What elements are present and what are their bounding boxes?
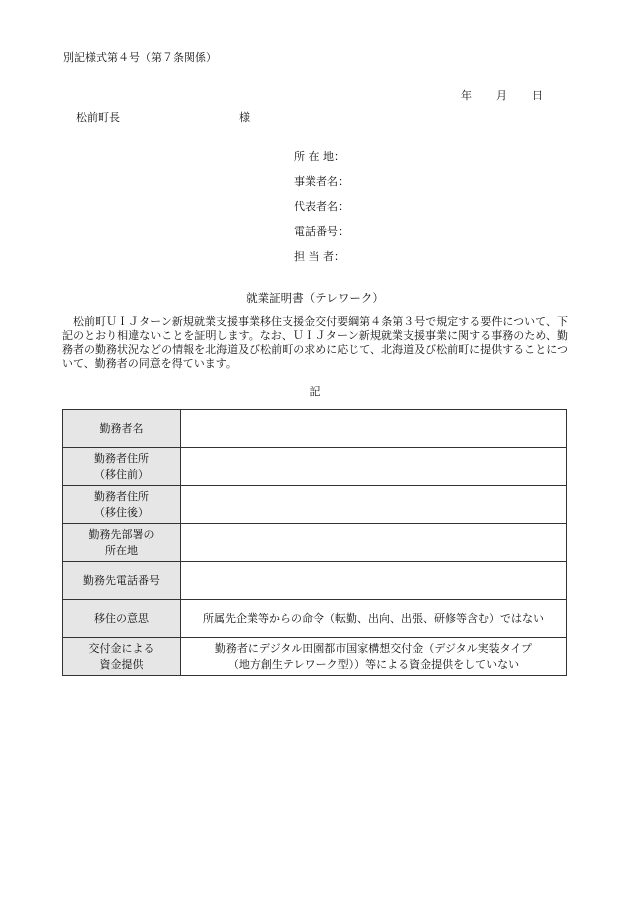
- applicant-business-label: 事業者名：: [294, 175, 349, 188]
- applicant-business: [294, 173, 348, 189]
- row-value[interactable]: [181, 524, 567, 562]
- applicant-contact: [294, 248, 348, 264]
- table-row: [63, 562, 567, 600]
- row-label-line1: 勤務者住所: [94, 451, 149, 465]
- applicant-phone: [294, 223, 348, 239]
- ki-label: 記: [309, 385, 321, 398]
- table-row: [63, 486, 567, 524]
- table-row: [63, 524, 567, 562]
- row-value: [181, 600, 567, 638]
- row-label-line1: 勤務先電話番号: [83, 573, 160, 587]
- applicant-representative-label: 代表者名：: [294, 200, 349, 213]
- applicant-contact-label: 担 当 者：: [294, 250, 345, 263]
- table-row: [63, 600, 567, 638]
- document-title: 就業証明書（テレワーク）: [246, 291, 384, 305]
- row-label-line1: 勤務者住所: [94, 489, 149, 503]
- row-label-line2: （移住前）: [94, 467, 149, 481]
- row-value[interactable]: [181, 562, 567, 600]
- row-label: [63, 448, 181, 486]
- recipient: 松前町長: [76, 111, 120, 124]
- table-row: [63, 410, 567, 448]
- honorific: 様: [239, 111, 250, 124]
- document-body: 松前町ＵＩＪターン新規就業支援事業移住支援金交付要綱第４条第３号で規定する要件について、下記のとおり相違ないことを証明します。なお、ＵＩＪターン新規就業支援事業に関する事務のため、勤務者の勤務状況などの情報を北海道及び松前町の求めに応じて、北海道及び松前町に提供することについて、勤務者の同意を得ています。: [62, 315, 568, 370]
- row-label-line1: 勤務先部署の: [88, 527, 155, 541]
- row-label: [63, 562, 181, 600]
- row-label: [63, 600, 181, 638]
- row-value[interactable]: [181, 448, 567, 486]
- row-label-line2: 資金提供: [99, 657, 144, 671]
- date-day-label: 日: [532, 89, 543, 102]
- row-label: [63, 410, 181, 448]
- details-table: [62, 409, 567, 676]
- table-row: [63, 638, 567, 676]
- row-label: [63, 486, 181, 524]
- row-label: [63, 524, 181, 562]
- row-value-line1: 所属先企業等からの命令（転勤、出向、出張、研修等含む）ではない: [203, 611, 544, 625]
- row-label: [63, 638, 181, 676]
- row-value-line1: 勤務者にデジタル田園都市国家構想交付金（デジタル実装タイプ: [214, 641, 533, 655]
- applicant-phone-label: 電話番号：: [294, 225, 349, 238]
- form-number: 別記様式第４号（第７条関係）: [63, 51, 217, 64]
- row-label-line2: （移住後）: [94, 505, 149, 519]
- row-value[interactable]: [181, 410, 567, 448]
- row-value-line2: （地方創生テレワーク型））等による資金提供をしていない: [227, 657, 520, 671]
- row-value: [181, 638, 567, 676]
- row-label-line1: 移住の意思: [94, 611, 149, 625]
- row-value[interactable]: [181, 486, 567, 524]
- row-label-line1: 勤務者名: [99, 421, 144, 435]
- row-label-line1: 交付金による: [88, 641, 155, 655]
- applicant-representative: [294, 198, 348, 214]
- table-row: [63, 448, 567, 486]
- applicant-address: [294, 148, 348, 164]
- date-year-label: 年: [461, 89, 472, 102]
- applicant-address-label: 所 在 地：: [294, 150, 345, 163]
- date-month-label: 月: [496, 89, 507, 102]
- row-label-line2: 所在地: [105, 543, 138, 557]
